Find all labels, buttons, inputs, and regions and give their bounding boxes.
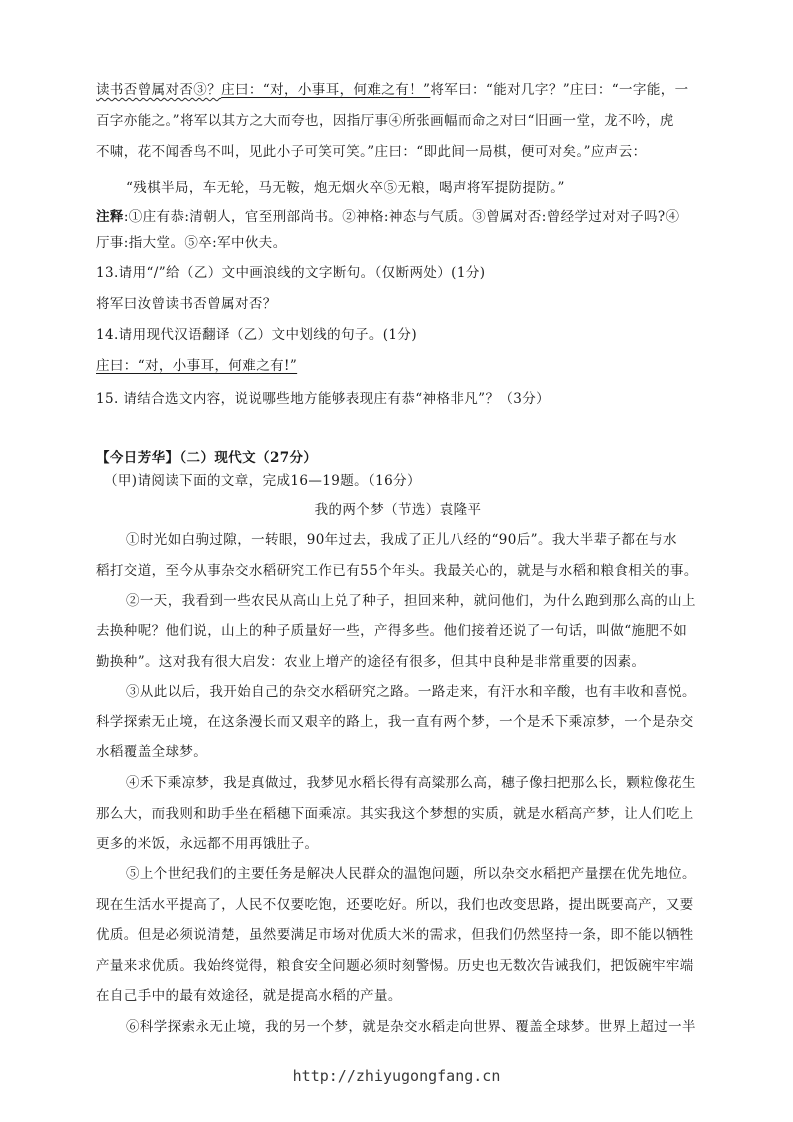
footer-url: http://zhiyugongfang.cn (292, 1067, 501, 1085)
article-p2-l3: 勤换种”。这对我有很大启发：农业上增产的途径有很多，但其中良种是非常重要的因素。 (96, 654, 646, 670)
article-p5-l1: ⑤上个世纪我们的主要任务是解决人民群众的温饱问题，所以杂交水稻把产量摆在优先地位。 (126, 866, 696, 882)
article-p5-l4: 产量来求优质。我始终觉得，粮食安全问题必须时刻警惕。历史也无数次告诫我们，把饭碗牢牢端 (96, 958, 694, 974)
section-header: 【今日芳华】（二）现代文（27分） (96, 450, 318, 466)
passage-line-2: 百字亦能之。”将军以其方之大而夸也，因指厅事④所张画幅而命之对曰“旧画一堂，龙不吟，虎 (96, 113, 674, 129)
article-p4-l1: ④禾下乘凉梦，我是真做过，我梦见水稻长得有高粱那么高，穗子像扫把那么长，颗粒像花生 (126, 775, 696, 791)
notes-text: :①庄有恭:清朝人，官至刑部尚书。②神格:神态与气质。③曾属对否:曾经学过对对子吗?④ (123, 209, 680, 225)
passage-line-3: 不啸，花不闻香鸟不叫，见此小子可笑可笑。”庄曰：“即此间一局棋，便可对矣。”应声云： (96, 144, 647, 160)
article-p5-l2: 现在生活水平提高了，人民不仅要吃饱，还要吃好。所以，我们也改变思路，提出既要高产，又要 (96, 897, 694, 913)
article-p4-l3: 更多的米饭，永远都不用再饿肚子。 (96, 836, 319, 852)
underlined-sentence: 庄曰：“对，小事耳，何难之有！” (221, 82, 431, 98)
article-p2-l2: 去换种呢？他们说，山上的种子质量好一些，产得多些。他们接着还说了一句话，叫做“施肥不如 (96, 623, 688, 639)
notes-line-2: 厅事:指大堂。⑤卒:军中伙夫。 (96, 235, 287, 251)
article-p3-l1: ③从此以后，我开始自己的杂交水稻研究之路。一路走来，有汗水和辛酸，也有丰收和喜悦。 (126, 684, 696, 700)
question-13: 13.请用“/”给（乙）文中画浪线的文字断句。（仅断两处）(1分) (96, 265, 486, 281)
article-p5-l3: 优质。但是必须说清楚，虽然要满足市场对优质大米的需求，但我们仍然坚持一条，即不能以牺牲 (96, 927, 694, 943)
question-13-text: 将军曰汝曾读书否曾属对否？ (96, 296, 277, 312)
article-p6-l1: ⑥科学探索永无止境，我的另一个梦，就是杂交水稻走向世界、覆盖全球梦。世界上超过一半 (126, 1019, 696, 1035)
passage-text: 将军曰：“能对几字？”庄曰：“一字能，一 (430, 82, 689, 98)
article-p5-l5: 在自己手中的最有效途径，就是提高水稻的产量。 (96, 988, 402, 1004)
notes-line-1 (96, 207, 700, 227)
article-p1-l1: ①时光如白驹过隙，一转眼，90年过去，我成了正儿八经的“90后”。我大半辈子都在与水 (126, 532, 677, 548)
article-p2-l1: ②一天，我看到一些农民从高山上兑了种子，担回来种，就问他们，为什么跑到那么高的山上 (126, 593, 696, 609)
notes-label: 注释 (96, 209, 124, 225)
section-intro: （甲)请阅读下面的文章，完成16—19题。（16分） (104, 473, 421, 489)
underlined-sentence: 庄曰：“对，小事耳，何难之有!” (96, 358, 298, 374)
article-p4-l2: 那么大，而我则和助手坐在稻穗下面乘凉。其实我这个梦想的实质，就是水稻高产梦，让人们吃上 (96, 806, 694, 822)
wavy-underlined-text: 读书否曾属对否③？ (96, 82, 222, 98)
question-15: 15. 请结合选文内容，说说哪些地方能够表现庄有恭“神格非凡”？（3分） (96, 391, 551, 407)
article-p3-l3: 水稻覆盖全球梦。 (96, 744, 208, 760)
question-14: 14.请用现代汉语翻译（乙）文中划线的句子。(1分) (96, 327, 417, 343)
article-p3-l2: 科学探索无止境，在这条漫长而又艰辛的路上，我一直有两个梦，一个是禾下乘凉梦，一个是杂交 (96, 714, 694, 730)
passage-line-1 (96, 80, 700, 100)
question-14-text (96, 356, 700, 376)
article-title: 我的两个梦（节选）袁隆平 (314, 502, 482, 518)
article-p1-l2: 稻打交道，至今从事杂交水稻研究工作已有55个年头。我最关心的，就是与水稻和粮食相关的事。 (96, 563, 698, 579)
passage-line-4: “残棋半局，车无轮，马无鞍，炮无烟火卒⑤无粮，喝声将军提防提防。” (126, 180, 565, 196)
